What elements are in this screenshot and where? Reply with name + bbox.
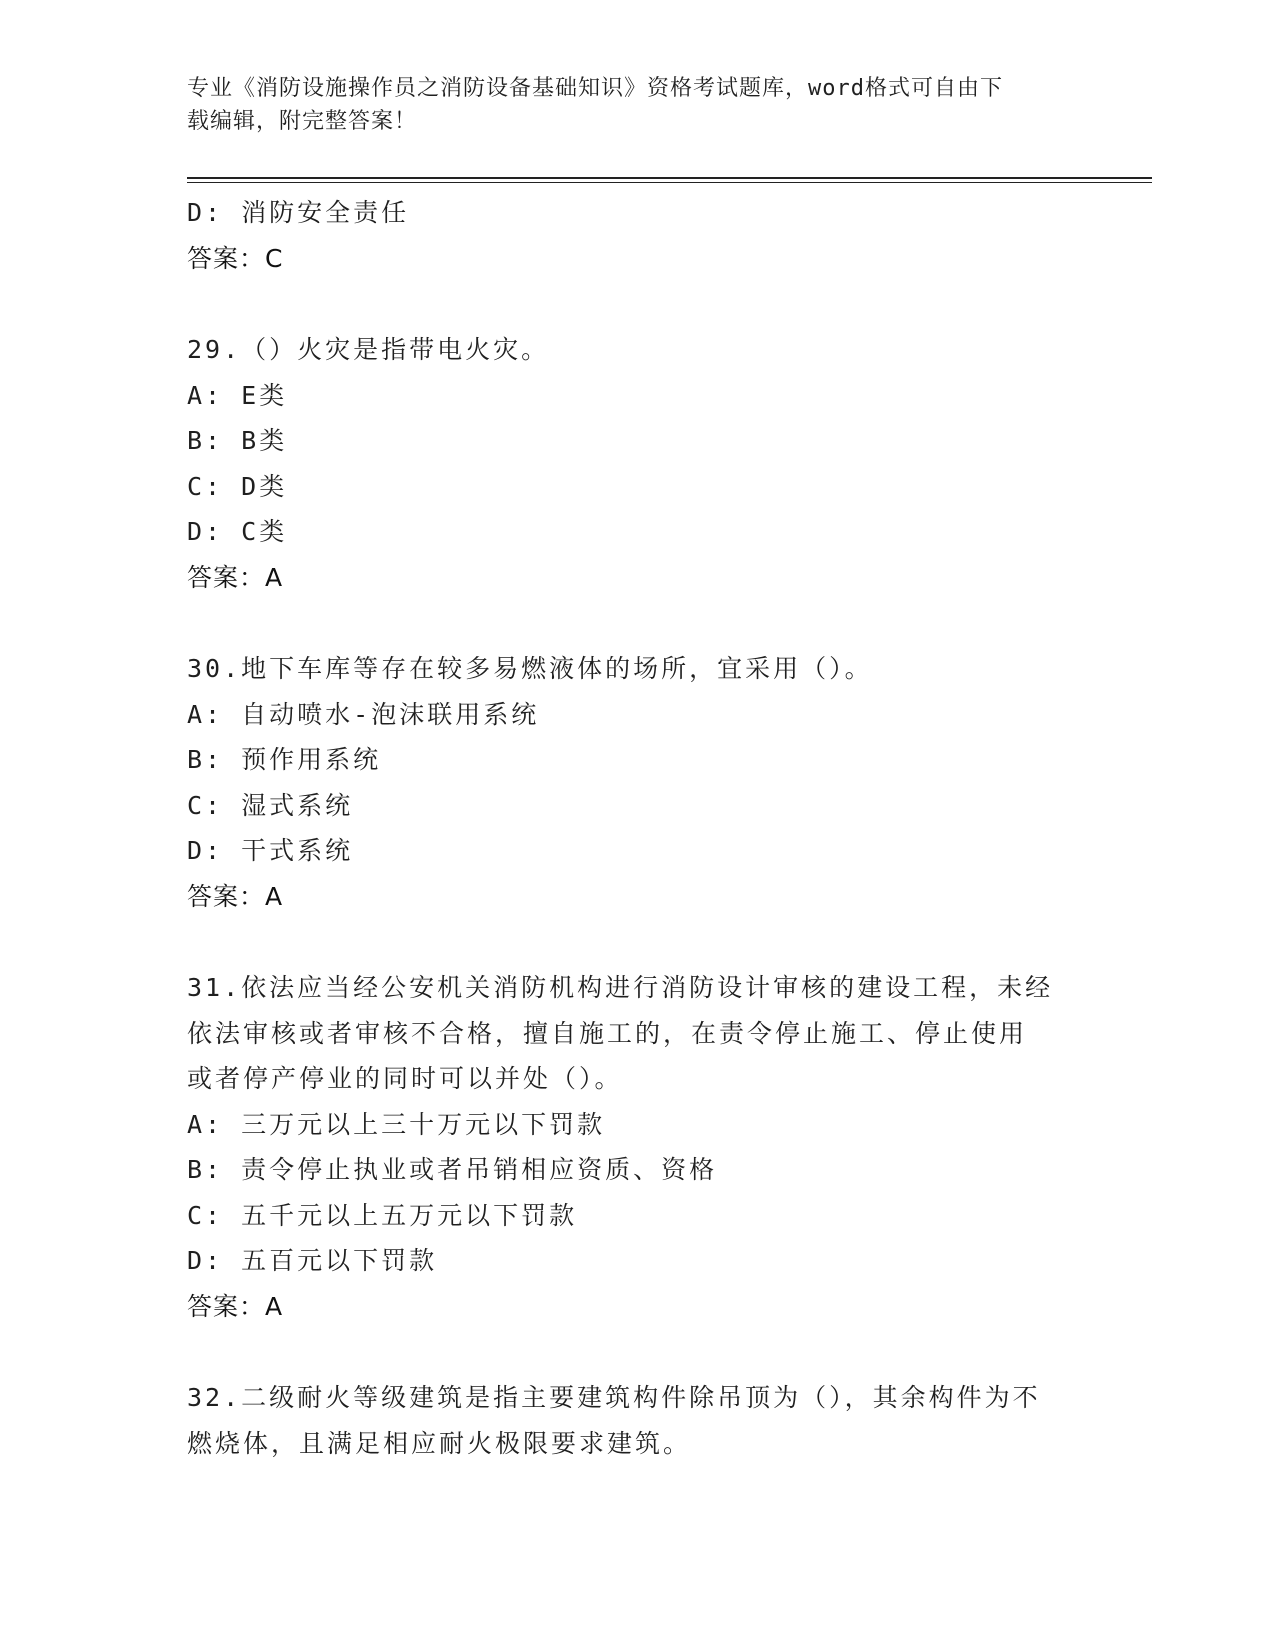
header-divider-bottom — [187, 182, 1152, 183]
header-line-2: 载编辑，附完整答案！ — [187, 109, 418, 134]
option-d: D: 干式系统 — [187, 836, 354, 865]
question-stem: 30.地下车库等存在较多易燃液体的场所，宜采用（）。 — [187, 654, 873, 683]
option-c: C: 五千元以上五万元以下罚款 — [187, 1200, 578, 1230]
question-stem-line: 31.依法应当经公安机关消防机构进行消防设计审核的建设工程，未经 — [187, 973, 1054, 1002]
question-32 — [187, 1375, 1087, 1466]
question-29 — [187, 327, 1087, 600]
option-b: B: 责令停止执业或者吊销相应资质、资格 — [187, 1155, 718, 1184]
document-header — [187, 72, 1087, 138]
question-stem-line: 依法审核或者审核不合格，擅自施工的，在责令停止施工、停止使用 — [187, 1018, 1028, 1048]
answer-line: 答案：A — [187, 562, 284, 592]
header-divider-top — [187, 177, 1152, 179]
option-a: A: 三万元以上三十万元以下罚款 — [187, 1109, 606, 1139]
option-d: D: C类 — [187, 517, 288, 546]
question-31 — [187, 965, 1087, 1329]
header-line-1: 专业《消防设施操作员之消防设备基础知识》资格考试题库，word格式可自由下 — [187, 76, 1003, 101]
question-stem-line: 32.二级耐火等级建筑是指主要建筑构件除吊顶为（），其余构件为不 — [187, 1383, 1041, 1412]
question-list — [187, 190, 1087, 1466]
answer-line: 答案：A — [187, 1291, 284, 1321]
option-b: B: 预作用系统 — [187, 745, 382, 774]
option-a: A: 自动喷水-泡沫联用系统 — [187, 699, 540, 729]
question-30 — [187, 646, 1087, 919]
option-a: A: E类 — [187, 380, 288, 410]
question-stem-line: 燃烧体，且满足相应耐火极限要求建筑。 — [187, 1428, 692, 1458]
option-d: D: 五百元以下罚款 — [187, 1246, 438, 1275]
option-d: D: 消防安全责任 — [187, 198, 410, 227]
question-stem-line: 或者停产停业的同时可以并处（）。 — [187, 1064, 623, 1093]
answer-line: 答案：A — [187, 881, 284, 911]
option-c: C: D类 — [187, 471, 288, 501]
option-c: C: 湿式系统 — [187, 790, 354, 820]
answer-line: 答案：C — [187, 243, 284, 273]
option-b: B: B类 — [187, 426, 288, 455]
question-stem: 29.（）火灾是指带电火灾。 — [187, 335, 550, 364]
